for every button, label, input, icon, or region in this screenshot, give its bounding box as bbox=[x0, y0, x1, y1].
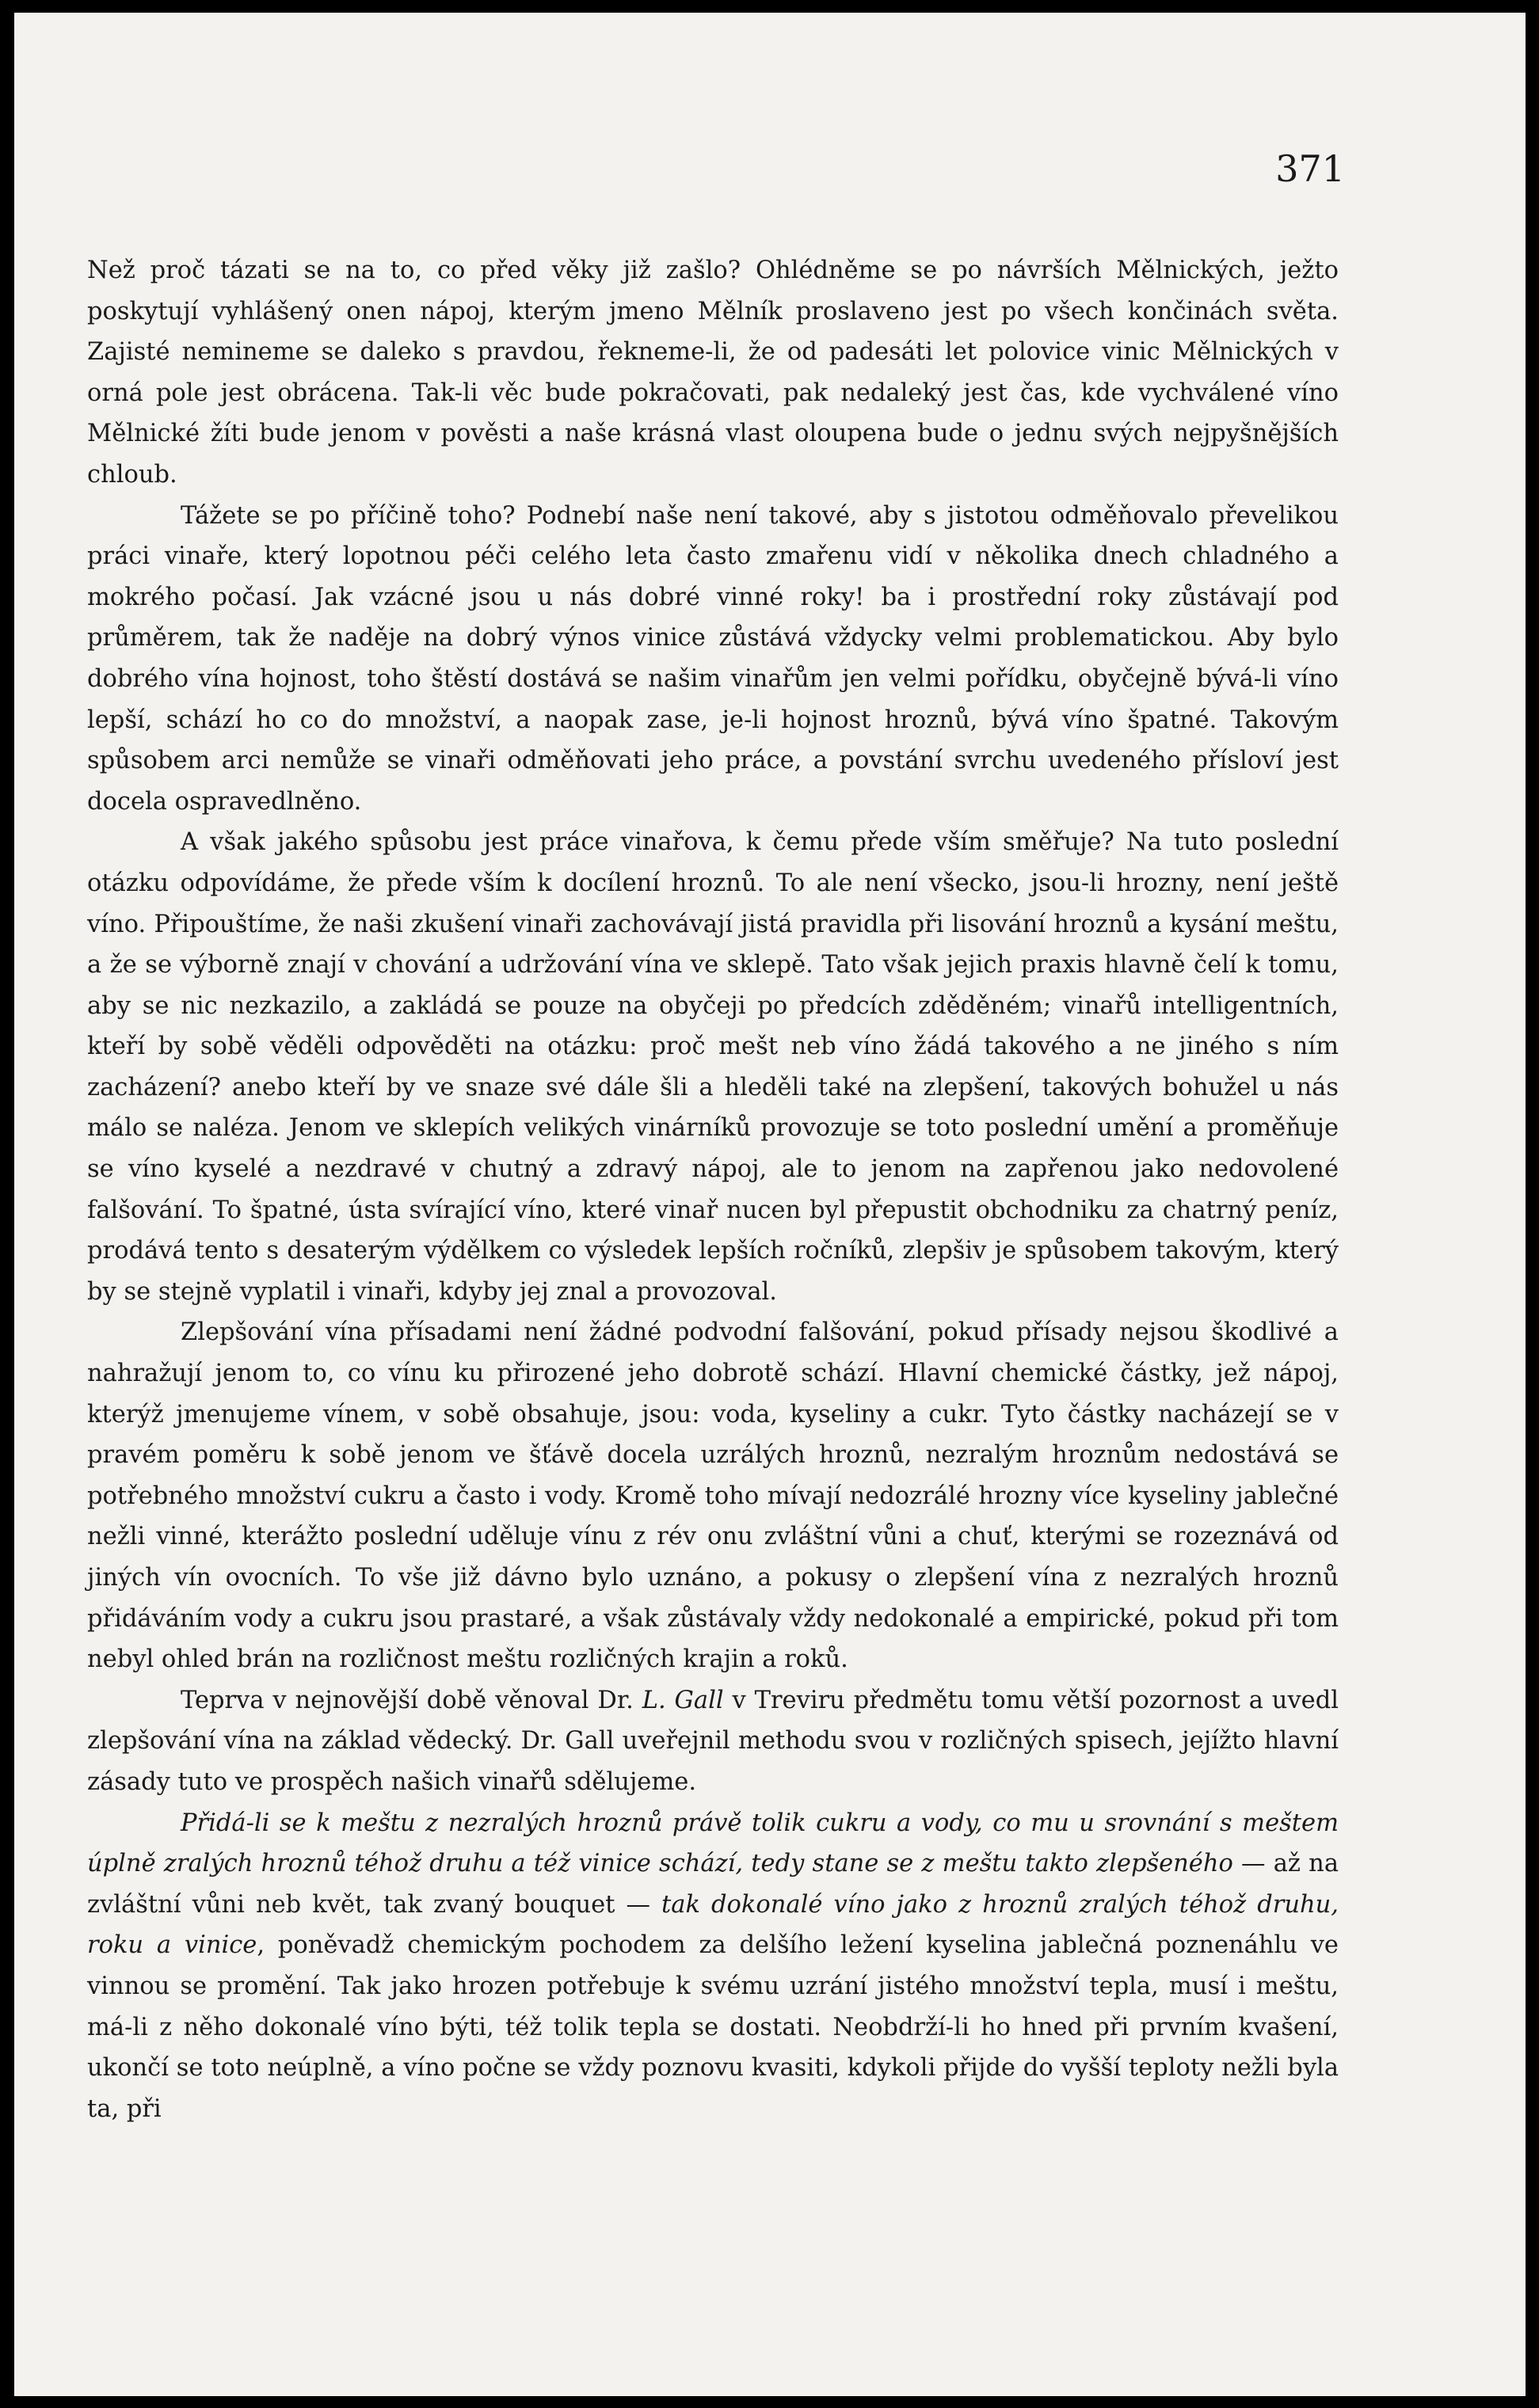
paragraph bbox=[87, 1680, 1339, 1803]
text-run: Tážete se po příčině toho? Podnebí naše není takové, aby s jistotou odměňovalo převelikou práci vinaře, který lopotnou péči celého leta často zmařenu vidí v několika dnech chladného a mokrého počasí. Jak vzácné jsou u nás dobré vinné roky! ba i prostřední roky zůstávají pod průměrem, tak že naděje na dobrý výnos vinice zůstává vždycky velmi problematickou. Aby bylo dobrého vína hojnost, toho štěstí dostává se našim vinařům jen velmi pořídku, obyčejně bývá-li víno lepší, schází ho co do množství, a naopak zase, je-li hojnost hroznů, bývá víno špatné. Takovým spůsobem arci nemůže se vinaři odměňovati jeho práce, a povstání svrchu uvedeného přísloví jest docela ospravedlněno. bbox=[87, 501, 1339, 816]
page-number: 371 bbox=[1275, 147, 1345, 190]
paragraph bbox=[87, 1312, 1339, 1680]
italic-text: Přidá-li se k meštu z nezralých hroznů právě tolik cukru a vody, co mu u srovnání s meštem úplně zralých hroznů téhož druhu a též vinice schází, tedy stane se z meštu takto zlepšeného bbox=[87, 1809, 1339, 1878]
text-run: Než proč tázati se na to, co před věky již zašlo? Ohlédněme se po návrších Mělnických, ježto poskytují vyhlášený onen nápoj, kterým jmeno Mělník proslaveno jest po všech končinách světa. Zajisté nemineme se daleko s pravdou, řekneme-li, že od padesáti let polovice vinic Mělnických v orná pole jest obrácena. Tak-li věc bude pokračovati, pak nedaleký jest čas, kde vychválené víno Mělnické žíti bude jenom v pověsti a naše krásná vlast oloupena bude o jednu svých nejpyšnějších chloub. bbox=[87, 257, 1339, 489]
text-run: Teprva v nejnovější době věnoval Dr. bbox=[181, 1686, 642, 1714]
italic-text: tak dokonalé víno jako z hroznů zralých téhož druhu, roku a vinice bbox=[87, 1890, 1339, 1960]
italic-text: L. Gall bbox=[642, 1686, 724, 1714]
text-run: v Treviru předmětu tomu větší pozornost a uvedl zlepšování vína na základ vědecký. Dr. Gall uveřejnil methodu svou v rozličných spisech, jejížto hlavní zásady tuto ve prospěch našich vinařů sdělujeme. bbox=[87, 1686, 1339, 1796]
book-page bbox=[14, 13, 1526, 2396]
paragraph bbox=[87, 822, 1339, 1312]
paragraph bbox=[87, 1803, 1339, 2130]
text-run: , poněvadž chemickým pochodem za delšího ležení kyselina jablečná poznenáhlu ve vinnou se promění. Tak jako hrozen potřebuje k svému uzrání jistého množství tepla, musí i meštu, má-li z něho dokonalé víno býti, též tolik tepla se dostati. Neobdrží-li ho hned při prvním kvašení, ukončí se toto neúplně, a víno počne se vždy poznovu kvasiti, kdykoli přijde do vyšší teploty nežli byla ta, při bbox=[87, 1931, 1339, 2123]
text-run: A však jakého spůsobu jest práce vinařova, k čemu přede vším směřuje? Na tuto poslední otázku odpovídáme, že přede vším k docílení hroznů. To ale není všecko, jsou-li hrozny, není ještě víno. Připouštíme, že naši zkušení vinaři zachovávají jistá pravidla při lisování hroznů a kysání meštu, a že se výborně znají v chování a udržování vína ve sklepě. Tato však jejich praxis hlavně čelí k tomu, aby se nic nezkazilo, a zakládá se pouze na obyčeji po předcích zděděném; vinařů intelligentních, kteří by sobě věděli odpověděti na otázku: proč mešt neb víno žádá takového a ne jiného s ním zacházení? anebo kteří by ve snaze své dále šli a hleděli také na zlepšení, takových bohužel u nás málo se naléza. Jenom ve sklepích velikých vinárníků provozuje se toto poslední umění a proměňuje se víno kyselé a nezdravé v chutný a zdravý nápoj, ale to jenom na zapřenou jako nedovolené falšování. To špatné, ústa svírající víno, které vinař nucen byl přepustit obchodniku za chatrný peníz, prodává tento s desaterým výdělkem co výsledek lepších ročníků, zlepšiv je spůsobem takovým, který by se stejně vyplatil i vinaři, kdyby jej znal a provozoval. bbox=[87, 828, 1339, 1306]
paragraph bbox=[87, 250, 1339, 496]
text-run: — až na zvláštní vůni neb květ, tak zvaný bouquet — bbox=[87, 1850, 1339, 1919]
text-run: Zlepšování vína přísadami není žádné podvodní falšování, pokud přísady nejsou škodlivé a nahražují jenom to, co vínu ku přirozené jeho dobrotě schází. Hlavní chemické částky, jež nápoj, kterýž jmenujeme vínem, v sobě obsahuje, jsou: voda, kyseliny a cukr. Tyto částky nacházejí se v pravém poměru k sobě jenom ve šťávě docela uzrálých hroznů, nezralým hroznům nedostává se potřebného množství cukru a často i vody. Kromě toho mívají nedozrálé hrozny více kyseliny jablečné nežli vinné, kterážto poslední uděluje vínu z rév onu zvláštní vůni a chuť, kterými se rozeznává od jiných vín ovocních. To vše již dávno bylo uznáno, a pokusy o zlepšení vína z nezralých hroznů přidáváním vody a cukru jsou prastaré, a však zůstávaly vždy nedokonalé a empirické, pokud při tom nebyl ohled brán na rozličnost meštu rozličných krajin a roků. bbox=[87, 1318, 1339, 1674]
body-text bbox=[87, 250, 1339, 2129]
paragraph bbox=[87, 496, 1339, 823]
